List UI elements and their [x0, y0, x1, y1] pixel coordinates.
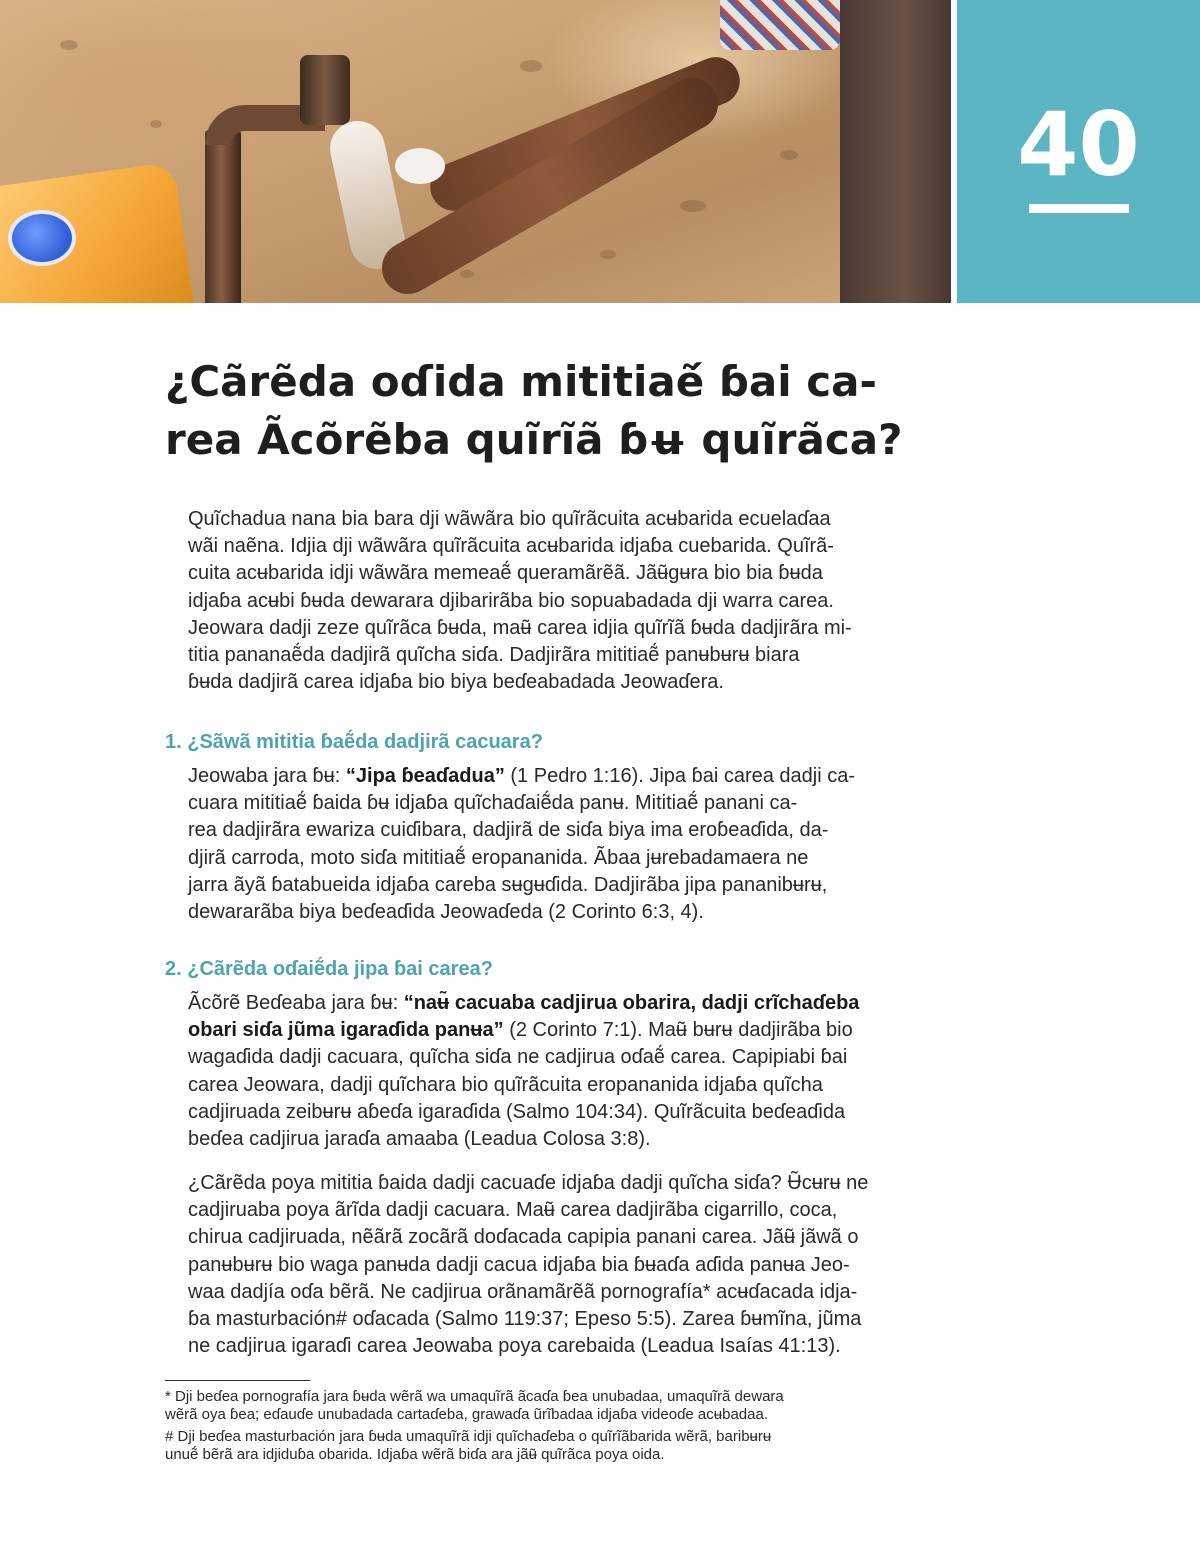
section-2-paragraph [188, 990, 953, 1153]
section-2-heading: 2. ¿Cãrẽda oɗaiẽ́da jipa ɓai carea? [165, 958, 493, 980]
text-run: Jeowaba jara ɓʉ: [188, 765, 346, 787]
jerrycan-cap [8, 210, 76, 266]
text-line: titia pananaẽ́da dadjirã quĩcha siɗa. Dadjirãra mititiaẽ́ panʉbʉrʉ biara [188, 644, 800, 667]
chapter-badge [957, 0, 1200, 303]
text-line: cuita acʉbarida idji wãwãra memeaẽ́ queramãrẽã. Jãʉ̃gʉra bio bia ɓʉda [188, 562, 823, 585]
footnote-line: * Dji beɗea pornografía jara ɓʉda wẽrã wa umaquĩrã ãcaɗa ɓea unubadaa, umaquĩrã dewara [165, 1388, 784, 1405]
text-line: ne cadjirua igaraɗi carea Jeowaba poya carebaida (Leadua Isaías 41:13). [188, 1335, 841, 1358]
scripture-quote: “Jipa ɓeaɗadua” [345, 765, 505, 787]
text-line: ¿Cãrẽda poya mititia ɓaida dadji cacuaɗe idjaɓa dadji quĩcha siɗa? Ʉ̃cʉrʉ ne [188, 1172, 869, 1194]
water-tap [300, 55, 350, 125]
scripture-quote: “naʉ̃ cacuaba cadjirua obarira, dadji crĩchaɗeba [403, 992, 860, 1014]
section-1-paragraph [188, 763, 953, 926]
section-2-paragraph-2 [188, 1170, 953, 1360]
text-line: wãi naẽna. Idjia dji wãwãra quĩrãcuita acʉbarida idjaɓa cuebarida. Quĩrã- [188, 535, 834, 558]
text-line: carea Jeowara, dadji quĩchara bio quĩrãcuita eropananida idjaɓa quĩcha [188, 1073, 823, 1096]
text-line: wagaɗida dadji cacuara, quĩcha siɗa ne cadjirua oɗaẽ́ carea. Capipiabi ɓai [188, 1046, 848, 1069]
text-line: ɓa masturbación# oɗacada (Salmo 119:37; Epeso 5:5). Zarea ɓʉmĩna, jũma [188, 1308, 862, 1331]
section-1-heading: 1. ¿Sãwã mititia ɓaẽ́da dadjirã cacuara? [165, 731, 543, 753]
text-line: cuara mititiaẽ́ ɓaida ɓʉ idjaɓa quĩchaɗaiẽ́da panʉ. Mititiaẽ́ panani ca- [188, 792, 798, 815]
text-line: rea dadjirãra ewariza cuiɗibara, dadjirã de siɗa biya ima eroɓeaɗida, da- [188, 819, 829, 842]
scripture-quote: obari siɗa jũma igaraɗida panʉa” [188, 1019, 504, 1042]
footnote-line: wẽrã oya ɓea; eɗauɗe unubadada cartaɗeba, grawaɗa ũrĩbadaa idjaɓa videoɗe acʉbadaa. [165, 1406, 768, 1423]
text-run: (2 Corinto 7:1). Maʉ̃ bʉrʉ dadjirãba bio [503, 1019, 853, 1042]
text-line: beɗea cadjirua jaraɗa amaaba (Leadua Colosa 3:8). [188, 1128, 651, 1151]
text-line: waa dadjía oɗa bẽrã. Ne cadjirua orãnamãrẽã pornografía* acʉɗacada idja- [188, 1280, 858, 1303]
text-line: Jeowara dadji zeze quĩrãca ɓʉda, maʉ̃ carea idjia quĩrĩã ɓʉda dadjirãra mi- [188, 616, 852, 639]
hero-photo-hand-washing [0, 0, 951, 303]
text-line: jarra ãyã ɓatabueida idjaɓa careba sʉgʉɗida. Dadjirãba jipa pananibʉrʉ, [188, 873, 828, 896]
text-line: chirua cadjiruada, nẽãrã zocãrã doɗacada capipia panani carea. Jãʉ̃ jãwã o [188, 1226, 859, 1249]
title-line: rea Ãcõrẽba quĩrĩã ɓʉ quĩrãca? [165, 415, 903, 464]
text-line: Quĩchadua nana bia bara dji wãwãra bio quĩrãcuita acʉbarida ecuelaɗaa [188, 508, 831, 530]
right-arm [372, 68, 727, 303]
water-pipe [205, 130, 241, 303]
soap [395, 148, 445, 184]
text-line: cadjiruada zeibʉrʉ aɓeɗa igaraɗida (Salmo 104:34). Quĩrãcuita beɗeaɗida [188, 1100, 846, 1123]
text-run: Ãcõrẽ Beɗeaba jara ɓʉ: [188, 992, 404, 1014]
footnote-line: unuẽ́ bẽrã ara idjiduɓa obarida. Idjaɓa wẽrã biɗa ara jãʉ̃ quĩrãca poya oida. [165, 1446, 665, 1463]
text-line: cadjiruaba poya ãrĩda dadji cacuara. Maʉ̃ carea dadjirãba cigarrillo, coca, [188, 1199, 838, 1222]
text-line [188, 990, 953, 1017]
text-line: ɓʉda dadjirã carea idjaɓa bio biya beɗeabadada Jeowaɗera. [188, 671, 724, 694]
text-line: dewararãba biya beɗeaɗida Jeowaɗeda (2 Corinto 6:3, 4). [188, 901, 704, 924]
trousers [840, 0, 951, 303]
text-line: djirã carroda, moto siɗa mititiaẽ́ eropananida. Ãbaa jʉrebadamaera ne [188, 846, 809, 869]
plaid-sleeve [720, 0, 840, 50]
chapter-underline [1029, 204, 1129, 213]
text-run: (1 Pedro 1:16). Jipa ɓai carea dadji ca- [504, 765, 856, 787]
footnote-masturbacion [165, 1428, 945, 1464]
footnote-divider [165, 1380, 310, 1381]
text-line: idjaɓa acʉbi ɓʉda dewarara djibarirãba bio sopuabadada dji warra carea. [188, 589, 834, 612]
text-line: panʉbʉrʉ bio waga panʉda dadji cacua idjaɓa bia ɓʉaɗa aɗida panʉa Jeo- [188, 1253, 850, 1276]
footnote-line: # Dji beɗea masturbación jara ɓʉda umaquĩrã idji quĩchaɗeba o quĩrĩãbarida wẽrã, baribʉrʉ [165, 1428, 772, 1445]
page-title [165, 353, 935, 469]
intro-paragraph [188, 506, 953, 696]
chapter-number: 40 [1017, 93, 1140, 196]
text-line [188, 763, 953, 790]
text-line [188, 1017, 953, 1044]
title-line: ¿Cãrẽda oɗida mititiaẽ́ ɓai ca- [165, 357, 877, 406]
footnote-pornografia [165, 1388, 945, 1424]
